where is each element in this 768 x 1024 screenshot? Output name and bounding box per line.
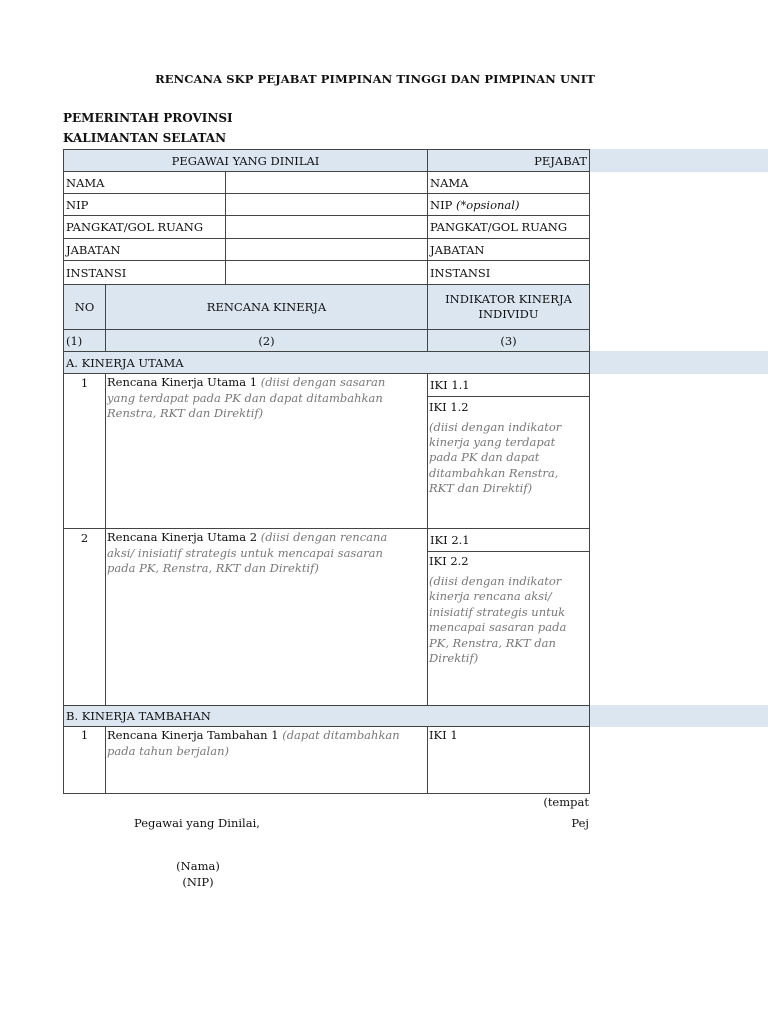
row1-iki-1[interactable]: IKI 1.1 xyxy=(427,373,590,397)
row1-iki-2-cell[interactable] xyxy=(427,396,590,529)
value-instansi[interactable] xyxy=(225,260,428,285)
label-nip-pejabat: NIP (*opsional) xyxy=(427,193,590,216)
row3-iki-1: IKI 1 xyxy=(429,728,458,742)
value-nama[interactable] xyxy=(225,171,428,194)
row2-iki-note-4: mencapai sasaran pada xyxy=(429,620,567,634)
col-num-2: (2) xyxy=(105,329,428,352)
document-title: RENCANA SKP PEJABAT PIMPINAN TINGGI DAN PIMPINAN UNIT xyxy=(155,72,595,86)
row1-rencana-line-2: yang terdapat pada PK dan dapat ditambahkan xyxy=(107,391,383,405)
row3-rencana-line-1: Rencana Kinerja Tambahan 1 (dapat ditambahkan xyxy=(107,728,400,742)
row1-iki-note-4: ditambahkan Renstra, xyxy=(429,466,559,480)
row1-iki-note-5: RKT dan Direktif) xyxy=(429,481,533,495)
row3-no-cell xyxy=(63,726,106,794)
value-jabatan[interactable] xyxy=(225,238,428,261)
label-instansi-pejabat: INSTANSI xyxy=(427,260,590,285)
col-indikator-line-1: INDIKATOR KINERJA xyxy=(445,292,572,306)
org-line-1: PEMERINTAH PROVINSI xyxy=(63,111,233,125)
col-no: NO xyxy=(63,284,106,330)
value-nip[interactable] xyxy=(225,193,428,216)
footer-nama: (Nama) xyxy=(176,859,220,873)
row2-rencana-line-2: aksi/ inisiatif strategis untuk mencapai sasaran xyxy=(107,546,383,560)
label-pangkat: PANGKAT/GOL RUANG xyxy=(63,215,226,239)
row3-rencana-cell[interactable] xyxy=(105,726,428,794)
row1-rencana-cell[interactable] xyxy=(105,373,428,529)
row2-iki-1[interactable]: IKI 2.1 xyxy=(427,528,590,552)
row2-iki-note-6: Direktif) xyxy=(429,651,479,665)
row3-iki-cell[interactable] xyxy=(427,726,590,794)
section-a-title: A. KINERJA UTAMA xyxy=(63,351,590,374)
section-b-band-ext xyxy=(589,705,768,727)
col-num-1: (1) xyxy=(63,329,106,352)
footer-nip: (NIP) xyxy=(182,875,214,889)
row3-rencana-line-2: pada tahun berjalan) xyxy=(107,744,229,758)
label-jabatan-pejabat: JABATAN xyxy=(427,238,590,261)
label-nama: NAMA xyxy=(63,171,226,194)
row1-iki-note-2: kinerja yang terdapat xyxy=(429,435,556,449)
footer-pegawai-label: Pegawai yang Dinilai, xyxy=(134,816,260,830)
col-indikator xyxy=(427,284,590,330)
header-pegawai: PEGAWAI YANG DINILAI xyxy=(63,149,428,172)
row1-no: 1 xyxy=(80,376,89,390)
section-b-title: B. KINERJA TAMBAHAN xyxy=(63,705,590,727)
footer-pejabat-label: Pej xyxy=(571,816,589,830)
row3-no: 1 xyxy=(80,728,89,742)
row1-iki-note-3: pada PK dan dapat xyxy=(429,450,540,464)
col-indikator-line-2: INDIVIDU xyxy=(478,307,539,321)
row1-rencana-line-3: Renstra, RKT dan Direktif) xyxy=(107,406,264,420)
row2-rencana-line-3: pada PK, Renstra, RKT dan Direktif) xyxy=(107,561,319,575)
row1-no-cell xyxy=(63,373,106,529)
header-pejabat: PEJABAT xyxy=(427,149,590,172)
row2-iki-2: IKI 2.2 xyxy=(429,554,469,568)
row2-no: 2 xyxy=(80,531,89,545)
label-nama-pejabat: NAMA xyxy=(427,171,590,194)
row1-iki-note-1: (diisi dengan indikator xyxy=(429,420,562,434)
footer-tempat: (tempat xyxy=(543,795,589,809)
row2-rencana-cell[interactable] xyxy=(105,528,428,706)
row2-iki-note-3: inisiatif strategis untuk xyxy=(429,605,566,619)
row2-iki-note-5: PK, Renstra, RKT dan xyxy=(429,636,556,650)
col-rencana: RENCANA KINERJA xyxy=(105,284,428,330)
label-instansi: INSTANSI xyxy=(63,260,226,285)
org-line-2: KALIMANTAN SELATAN xyxy=(63,131,227,145)
label-jabatan: JABATAN xyxy=(63,238,226,261)
row2-iki-2-cell[interactable] xyxy=(427,551,590,706)
row1-iki-2: IKI 1.2 xyxy=(429,400,469,414)
row2-no-cell xyxy=(63,528,106,706)
label-nip: NIP xyxy=(63,193,226,216)
label-pangkat-pejabat: PANGKAT/GOL RUANG xyxy=(427,215,590,239)
row2-rencana-line-1: Rencana Kinerja Utama 2 (diisi dengan rencana xyxy=(107,530,388,544)
col-num-3: (3) xyxy=(427,329,590,352)
row2-iki-note-2: kinerja rencana aksi/ xyxy=(429,589,552,603)
row1-rencana-line-1: Rencana Kinerja Utama 1 (diisi dengan sasaran xyxy=(107,375,386,389)
section-a-band-ext xyxy=(589,351,768,374)
value-pangkat[interactable] xyxy=(225,215,428,239)
row2-iki-note-1: (diisi dengan indikator xyxy=(429,574,562,588)
